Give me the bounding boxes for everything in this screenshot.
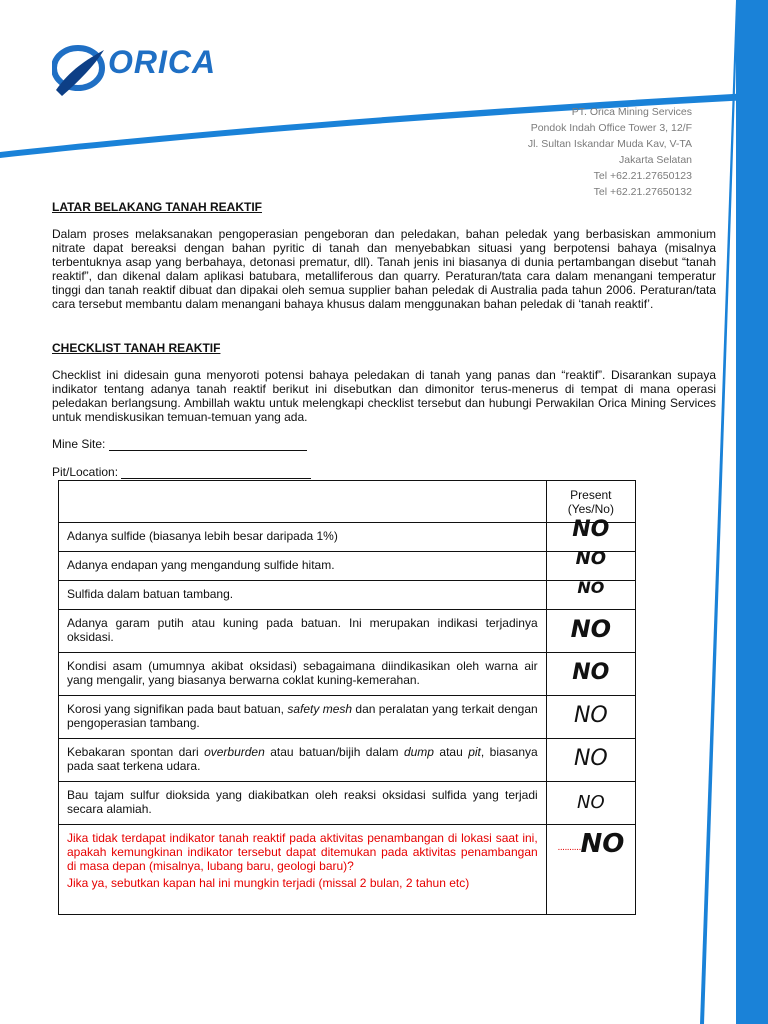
header-present: Present	[570, 488, 612, 502]
indicator-text-part: , biasanya pada saat terkena udara.	[67, 745, 538, 773]
indicator-text: Bau tajam sulfur dioksida yang diakibatkan oleh reaksi oksidasi sulfida yang terjadi secara alamiah.	[59, 782, 547, 825]
pit-location-field	[52, 465, 311, 479]
indicator-text: Kondisi asam (umumnya akibat oksidasi) sebagaimana diindikasikan oleh warna air yang mengalir, yang biasanya berwarna coklat kuning-kemerahan.	[59, 653, 547, 696]
indicator-text-emphasis: safety mesh	[287, 702, 353, 716]
answer-cell[interactable]	[546, 548, 635, 581]
indicator-text: Sulfida dalam batuan tambang.	[59, 581, 547, 610]
final-question-line1: Jika tidak terdapat indikator tanah reaktif pada aktivitas penambangan di lokasi saat ini, apakah kemungkinan indikator tersebut dapat ditemukan pada aktivitas penambangan di masa depan (misalnya, lubang baru, geologi baru)?	[67, 831, 538, 873]
table-row-final-question	[59, 825, 636, 915]
section-title-checklist: CHECKLIST TANAH REAKTIF	[52, 341, 221, 355]
address-line: Pondok Indah Office Tower 3, 12/F	[530, 122, 692, 134]
handwritten-answer: NO	[573, 746, 608, 771]
right-accent-bar	[736, 0, 768, 1024]
mine-site-label: Mine Site:	[52, 437, 106, 451]
logo-text: ORICA	[108, 44, 217, 80]
table-row	[59, 696, 636, 739]
indicator-text	[59, 739, 547, 782]
handwritten-answer: NO	[572, 517, 610, 542]
indicator-text-part: atau batuan/bijih dalam	[264, 745, 404, 759]
pit-location-label: Pit/Location:	[52, 465, 119, 479]
table-row	[59, 739, 636, 782]
address-line: Tel +62.21.27650123	[593, 170, 692, 182]
indicator-text-emphasis: overburden	[204, 745, 265, 759]
indicator-text-part: atau	[433, 745, 469, 759]
table-row	[59, 610, 636, 653]
answer-cell[interactable]	[546, 696, 635, 739]
table-row	[59, 782, 636, 825]
table-row	[59, 523, 636, 552]
table-row	[59, 653, 636, 696]
address-line: Jakarta Selatan	[619, 154, 692, 166]
section-title-background: LATAR BELAKANG TANAH REAKTIF	[52, 200, 262, 214]
answer-cell[interactable]	[546, 610, 635, 653]
final-question-line2: Jika ya, sebutkan kapan hal ini mungkin terjadi (missal 2 bulan, 2 tahun etc)	[67, 876, 470, 890]
final-question-text	[59, 825, 547, 915]
address-line: PT. Orica Mining Services	[571, 106, 692, 118]
indicator-text-emphasis: pit	[468, 745, 481, 759]
handwritten-answer: NO	[580, 829, 625, 859]
answer-cell[interactable]	[546, 825, 635, 915]
table-row	[59, 581, 636, 610]
handwritten-answer: NO	[573, 703, 608, 728]
answer-cell[interactable]	[546, 578, 635, 610]
company-address	[528, 104, 692, 200]
handwritten-answer: NO	[570, 615, 612, 643]
indicator-text: Adanya sulfide (biasanya lebih besar daripada 1%)	[59, 523, 547, 552]
handwritten-answer: NO	[575, 548, 607, 569]
answer-cell[interactable]	[546, 653, 635, 696]
checklist-table	[58, 480, 636, 915]
answer-cell[interactable]	[546, 739, 635, 782]
indicator-text	[59, 696, 547, 739]
indicator-text-emphasis: dump	[403, 745, 434, 759]
mine-site-input[interactable]	[109, 438, 307, 451]
indicator-text-part: Kebakaran spontan dari	[67, 745, 205, 759]
indicator-text: Adanya endapan yang mengandung sulfide hitam.	[59, 552, 547, 581]
section-body-background: Dalam proses melaksanakan pengoperasian pengeboran dan peledakan, bahan peledak yang berbasiskan ammonium nitrate dapat bereaksi dengan bahan pyritic di tanah dan menyebabkan situasi yang berpotensi bahaya (misalnya terbentuknya asap yang berbahaya, detonasi prematur, dll). Tanah jenis ini biasanya di dunia pertambangan disebut “tanah reaktif”, dan dikenal dalam aplikasi batubara, metalliferous dan quarry. Peraturan/tata cara dalam menangani temperatur tinggi dan tanah reaktif dibuat dan dipakai oleh semua supplier bahan peledak di Australia pada tahun 2006. Peraturan/tata cara tersebut membantu dalam menangani bahaya khusus dalam menggunakan bahan peledak di ‘tanah reaktif’.	[52, 227, 716, 311]
answer-cell[interactable]	[546, 782, 635, 825]
header-empty-cell	[59, 481, 547, 523]
pit-location-input[interactable]	[121, 466, 311, 479]
indicator-text-part: dan peralatan yang terkait dengan pengoperasian tambang.	[67, 702, 538, 730]
handwritten-answer: NO	[577, 578, 605, 597]
table-row	[59, 552, 636, 581]
address-line: Tel +62.21.27650132	[593, 186, 692, 198]
header-yes-no: (Yes/No)	[567, 502, 614, 516]
dotted-line: ··········	[557, 844, 581, 855]
handwritten-answer: NO	[577, 791, 605, 813]
address-line: Jl. Sultan Iskandar Muda Kav, V-TA	[527, 138, 692, 150]
orica-logo-icon	[52, 40, 112, 98]
indicator-text-part: Korosi yang signifikan pada baut batuan,	[67, 702, 288, 716]
indicator-text: Adanya garam putih atau kuning pada batuan. Ini merupakan indikasi terjadinya oksidasi.	[59, 610, 547, 653]
handwritten-answer: NO	[572, 660, 610, 685]
mine-site-field	[52, 437, 307, 451]
section-body-checklist: Checklist ini didesain guna menyoroti potensi bahaya peledakan di tanah yang panas dan “reaktif”. Disarankan supaya indikator tentang adanya tanah reaktif berikut ini disebutkan dan dimonitor terus-menerus di tempat di mana operasi peledakan berlangsung. Ambillah waktu untuk melengkapi checklist tersebut dan hubungi Perwakilan Orica Mining Services untuk mendiskusikan temuan-temuan yang ada.	[52, 368, 716, 424]
table-header-row	[59, 481, 636, 523]
